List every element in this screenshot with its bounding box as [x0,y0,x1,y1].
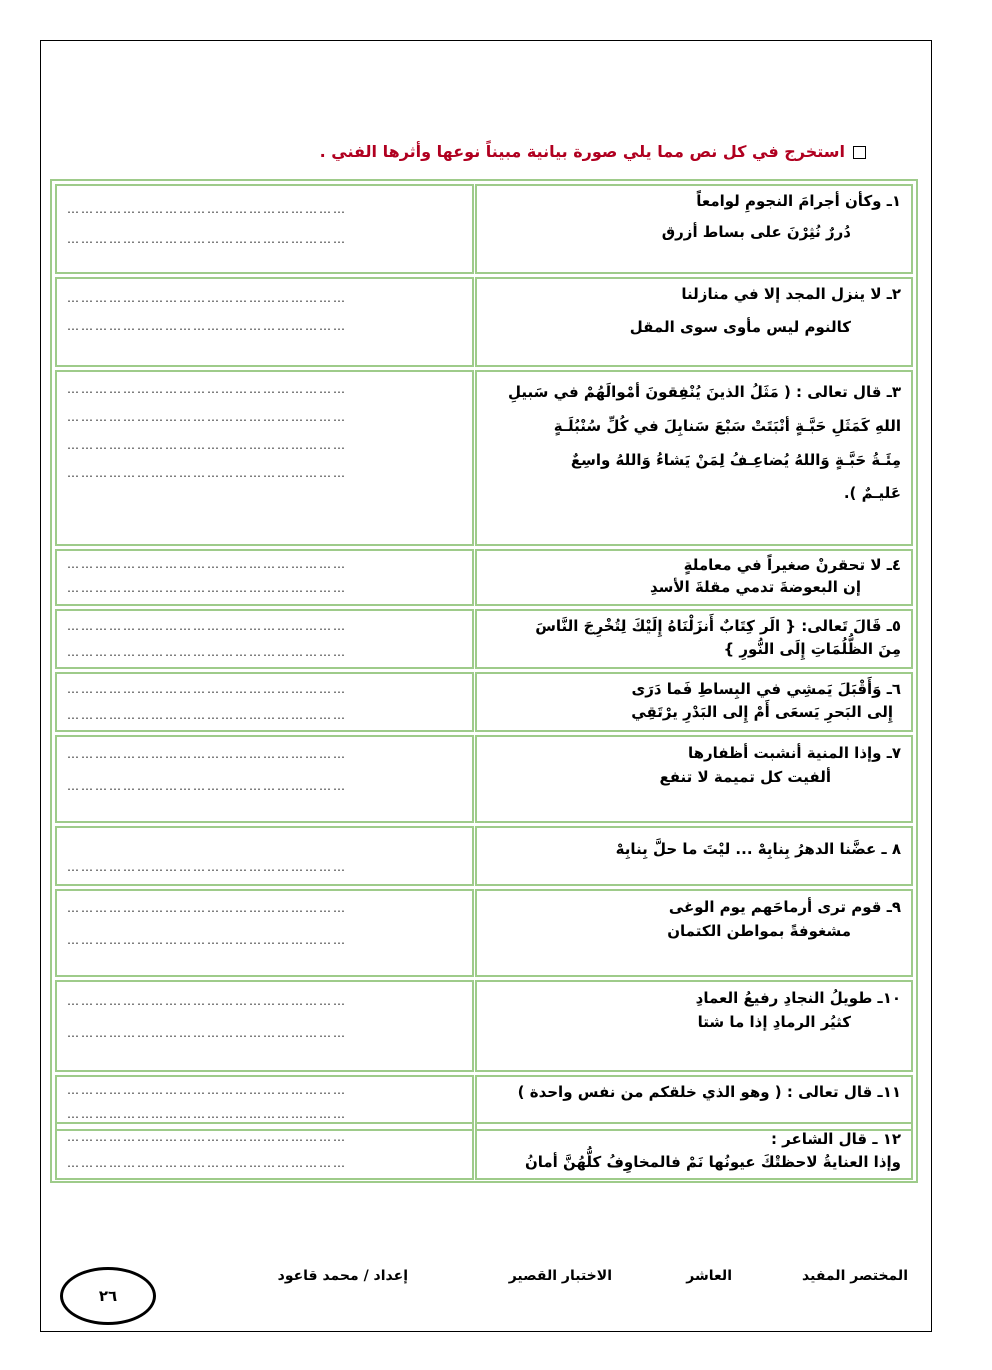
footer-exam: الاختبار القصير [508,1268,612,1284]
question-cell: ٦ـ وَأَقْبَلَ يَمشِي في البِساطِ فَما دَرَى إِلى البَحرِ يَسعَى أَمْ إِلى البَدْرِ يرْتَقِي [475,672,913,732]
answer-cell[interactable]: …………………………………………………… …………………………………………………… [55,980,474,1072]
checkbox-icon [853,146,866,159]
answer-cell[interactable]: …………………………………………………… …………………………………………………… [55,889,474,977]
answer-cell[interactable]: …………………………………………………… …………………………………………………… [55,672,474,732]
table-row [55,1122,913,1180]
instruction [106,142,866,161]
page-number-badge [60,1267,156,1325]
question-cell: ١٠ـ طويلُ النجادِ رفيعُ العمادِ كثيُر الرمادِ إذا ما شتا [475,980,913,1072]
instruction-text: استخرج في كل نص مما يلي صورة بيانية مبيناً نوعها وأثرها الفني . [319,142,845,161]
answer-cell[interactable]: …………………………………………………… [55,826,474,886]
answer-cell[interactable]: …………………………………………………… …………………………………………………… [55,609,474,669]
answer-cell[interactable]: …………………………………………………… …………………………………………………… …………………………………………………… …………………………………………………… [55,370,474,546]
question-cell: ٤ـ لا تحقرنْ صغيراً في معاملةٍ إن البعوضةَ تدمي مقلةَ الأسدِ [475,549,913,606]
answer-cell[interactable]: …………………………………………………… …………………………………………………… [55,1075,474,1131]
question-cell: ١١ـ قال تعالى : ( وهو الذي خلقكم من نفس واحدة ) [475,1075,913,1131]
question-cell: ٩ـ قوم ترى أرماحَهم يوم الوغى مشغوفةً بمواطن الكتمان [475,889,913,977]
answer-cell[interactable]: …………………………………………………… …………………………………………………… [55,277,474,367]
footer-author: إعداد / محمد قاعود [277,1268,408,1284]
table-row [55,826,913,886]
table-row [55,980,913,1072]
answer-cell[interactable]: …………………………………………………… …………………………………………………… [55,184,474,274]
question-cell: ٣ـ قال تعالى : ( مَثَلُ الذينَ يُنْفِقونَ أمْوالَهُمْ في سَبيلِ اللهِ كَمَثَلِ حَبَّـةٍ أنْبَتَتْ سَبْعَ سَنابِلَ في كُلِّ سُنْبُلَـةٍ مِئَـةُ حَبَّـةٍ وَاللهُ يُضاعِـفُ لِمَنْ يَشاءُ وَاللهُ واسِعٌ عَليـمٌ ). [475,370,913,546]
footer-book: المختصر المفيد [802,1268,908,1284]
table-row [55,889,913,977]
table-row [55,672,913,732]
question-cell: ١٢ ـ قال الشاعر : وإذا العنايةُ لاحظتْكَ عيونُها نَمْ فالمخاوِفُ كلُّهُنَّ أمانُ [475,1122,913,1180]
table-row [55,184,913,274]
question-cell: ٨ ـ عضَّنا الدهرُ بِنابِهْ ... ليْتَ ما حلَّ بِنابِهْ [475,826,913,886]
page-number: ٢٦ [98,1287,118,1305]
table-row [55,609,913,669]
answer-cell[interactable]: …………………………………………………… …………………………………………………… [55,1122,474,1180]
table-row [55,549,913,606]
footer-grade: العاشر [686,1268,732,1284]
question-cell: ٢ـ لا ينزل المجد إلا في منازلنا كالنوم ليس مأوى سوى المقل [475,277,913,367]
answer-cell[interactable]: …………………………………………………… …………………………………………………… [55,735,474,823]
question-cell: ٥ـ قَالَ تَعالى: { الَر كِتَابٌ أَنزَلْنَاهُ إِلَيْكَ لِتُخْرِجَ النَّاسَ مِنَ الظُّلُمَاتِ إِلَى النُّورِ } [475,609,913,669]
table-row [55,370,913,546]
questions-table [50,179,918,1183]
question-cell: ٧ـ وإذا المنية أنشبت أظفارها ألفيت كل تميمة لا تنفع [475,735,913,823]
table-row [55,277,913,367]
answer-cell[interactable]: …………………………………………………… …………………………………………………… [55,549,474,606]
question-cell: ١ـ وكأن أجرامَ النجومِ لوامعاً دُررٌ نُثِرْنَ على بساط أزرق [475,184,913,274]
table-row [55,735,913,823]
